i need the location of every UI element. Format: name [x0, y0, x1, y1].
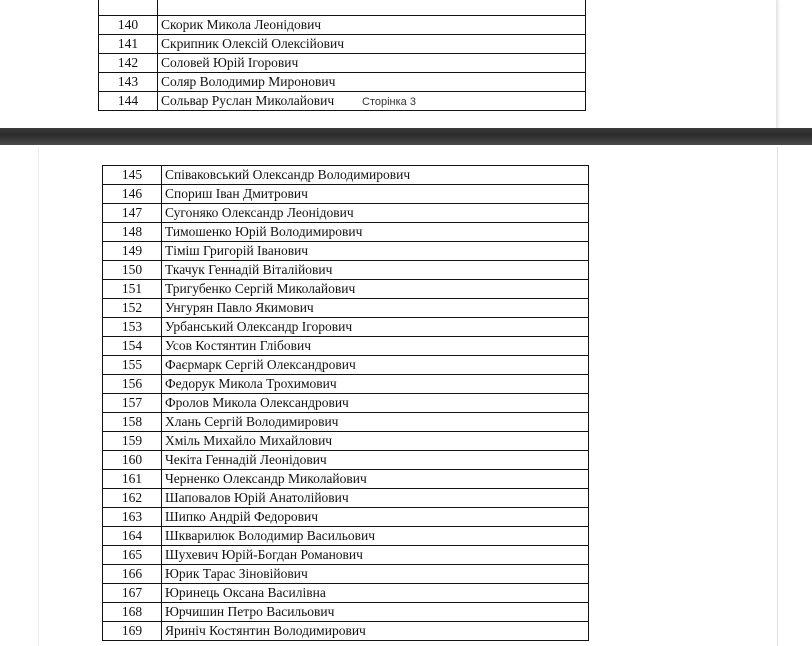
table-row [103, 337, 589, 356]
table-row [99, 0, 586, 16]
row-number: 145 [103, 166, 162, 185]
person-name: Чекіта Геннадій Леонідович [162, 451, 589, 470]
person-name: Соловей Юрій Ігорович [158, 54, 586, 73]
row-number: 152 [103, 299, 162, 318]
table-row [103, 546, 589, 565]
person-name: Яриніч Костянтин Володимирович [162, 622, 589, 641]
page-label: Сторінка 3 [362, 96, 416, 108]
table-row [103, 204, 589, 223]
row-number: 154 [103, 337, 162, 356]
table-row [103, 413, 589, 432]
row-number: 153 [103, 318, 162, 337]
table-row [103, 261, 589, 280]
person-name: Шкварилюк Володимир Васильович [162, 527, 589, 546]
table-row [103, 394, 589, 413]
person-name: Соляр Володимир Миронович [158, 73, 586, 92]
table-row [103, 185, 589, 204]
row-number: 150 [103, 261, 162, 280]
person-name: Шаповалов Юрій Анатолійович [162, 489, 589, 508]
table-row [103, 299, 589, 318]
table-row [103, 470, 589, 489]
table-row [103, 603, 589, 622]
table-row [103, 318, 589, 337]
row-number: 161 [103, 470, 162, 489]
table-row [103, 375, 589, 394]
person-name: Шипко Андрій Федорович [162, 508, 589, 527]
row-number: 163 [103, 508, 162, 527]
person-name: Тригубенко Сергій Миколайович [162, 280, 589, 299]
person-name: Унгурян Павло Якимович [162, 299, 589, 318]
person-name: Фролов Микола Олександрович [162, 394, 589, 413]
person-name: Федорук Микола Трохимович [162, 375, 589, 394]
table-row [103, 584, 589, 603]
row-number: 157 [103, 394, 162, 413]
table-row [103, 166, 589, 185]
person-name: Тіміш Григорій Іванович [162, 242, 589, 261]
row-number: 144 [99, 92, 158, 111]
person-name: Черненко Олександр Миколайович [162, 470, 589, 489]
names-table-page-3 [98, 0, 586, 111]
row-number: 151 [103, 280, 162, 299]
person-name: Скорик Микола Леонідович [158, 16, 586, 35]
person-name: Шухевич Юрій-Богдан Романович [162, 546, 589, 565]
table-row [103, 508, 589, 527]
row-number: 155 [103, 356, 162, 375]
row-number: 141 [99, 35, 158, 54]
row-number: 158 [103, 413, 162, 432]
person-name: Ткачук Геннадій Віталійович [162, 261, 589, 280]
row-number: 168 [103, 603, 162, 622]
person-name: Юрчишин Петро Васильович [162, 603, 589, 622]
person-name: Тимошенко Юрій Володимирович [162, 223, 589, 242]
person-name: Сугоняко Олександр Леонідович [162, 204, 589, 223]
page-divider [0, 128, 812, 145]
row-number: 146 [103, 185, 162, 204]
person-name: Усов Костянтин Глібович [162, 337, 589, 356]
names-table-page-4 [102, 165, 589, 641]
person-name: Співаковський Олександр Володимирович [162, 166, 589, 185]
table-row [103, 280, 589, 299]
row-number: 147 [103, 204, 162, 223]
row-number: 156 [103, 375, 162, 394]
row-number: 167 [103, 584, 162, 603]
row-number: 166 [103, 565, 162, 584]
row-number: 165 [103, 546, 162, 565]
table-row [103, 451, 589, 470]
table-row [99, 54, 586, 73]
row-number [99, 0, 158, 16]
table-row [103, 223, 589, 242]
row-number: 149 [103, 242, 162, 261]
person-name: Скрипник Олексій Олексійович [158, 35, 586, 54]
row-number: 143 [99, 73, 158, 92]
table-row [103, 242, 589, 261]
row-number: 140 [99, 16, 158, 35]
row-number: 159 [103, 432, 162, 451]
table-row [103, 489, 589, 508]
person-name: Хміль Михайло Михайлович [162, 432, 589, 451]
table-row [103, 622, 589, 641]
row-number: 148 [103, 223, 162, 242]
table-row [103, 432, 589, 451]
table-row [99, 92, 586, 111]
row-number: 164 [103, 527, 162, 546]
table-row [99, 35, 586, 54]
person-name: Спориш Іван Дмитрович [162, 185, 589, 204]
person-name: Сольвар Руслан Миколайович [158, 92, 586, 111]
row-number: 160 [103, 451, 162, 470]
person-name: Урбанський Олександр Ігорович [162, 318, 589, 337]
table-row [103, 565, 589, 584]
person-name: Юринець Оксана Василівна [162, 584, 589, 603]
table-row [99, 73, 586, 92]
person-name: Хлань Сергій Володимирович [162, 413, 589, 432]
table-row [103, 356, 589, 375]
row-number: 142 [99, 54, 158, 73]
person-name: Фаєрмарк Сергій Олександрович [162, 356, 589, 375]
person-name: Юрик Тарас Зіновійович [162, 565, 589, 584]
person-name [158, 0, 586, 16]
row-number: 162 [103, 489, 162, 508]
row-number: 169 [103, 622, 162, 641]
table-row [99, 16, 586, 35]
table-row [103, 527, 589, 546]
